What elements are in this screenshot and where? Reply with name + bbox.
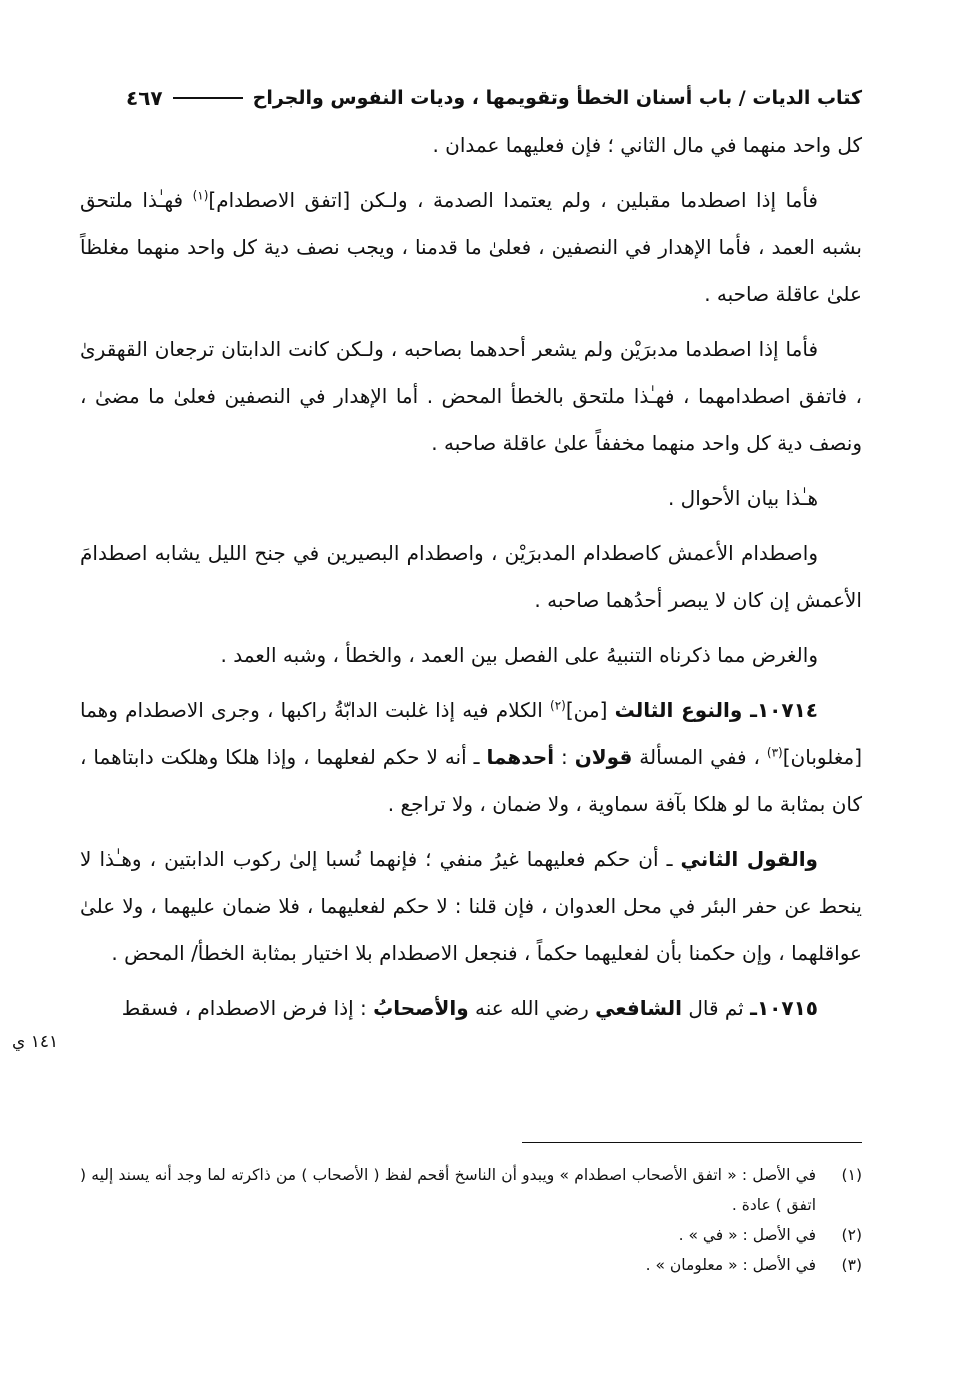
paragraph: [80, 326, 862, 467]
running-header: [80, 78, 862, 118]
paragraph-text: رضي الله عنه: [468, 996, 596, 1020]
paragraph-text: ثم قال: [681, 996, 751, 1020]
paragraph-text: فهـٰذا ملتحق بشبه العمد ، فأما الإهدار في النصفين ، فعلىٰ ما قدمنا ، ويجب نصف دية كل واحد منهما مغلظاً علىٰ عاقلة صاحبه .: [80, 188, 862, 306]
paragraph-text: كل واحد منهما في مال الثاني ؛ فإن فعليهما عمدان .: [432, 133, 862, 157]
paragraph: [80, 475, 862, 522]
paragraph-text: ، ففي المسألة: [632, 745, 767, 769]
paragraph: [80, 122, 862, 169]
bold-term: أحدهما: [486, 745, 555, 769]
paragraph-text: الكلام فيه إذا غلبت الدابّةُ راكبها ، وجرى الاصطدام وهما [مغلوبان]: [80, 698, 863, 769]
page-number: ٤٦٧: [126, 86, 163, 110]
section-number: ١٠٧١٥ـ: [750, 996, 818, 1020]
paragraph-text: ـ أن حكم فعليهما غيرُ منفي ؛ فإنهما نُسبا إلىٰ ركوب الدابتين ، وهـٰذا لا ينحط عن حفر البئر في محل العدوان ، فإن قلنا : لا حكم لفعليهما ، فلا ضمان عليهما ، ولا علىٰ عواقلهما ، وإن حكمنا بأن لفعليهما حكماً ، فنجعل الاصطدام بلا اختيار بمثابة الخطأ/ المحض .: [80, 847, 862, 965]
paragraph-text: فأما إذا اصطدما مقبلين ، ولم يعتمدا الصدمة ، ولـكن [اتفق الاصطدام]: [208, 188, 818, 212]
footnote-ref[interactable]: (١): [192, 188, 209, 203]
paragraph: [80, 836, 862, 977]
paragraph-text: [من]: [565, 698, 615, 722]
section-number: ١٠٧١٤ـ والنوع الثالث: [614, 698, 818, 722]
paragraph-text: واصطدام الأعمش كاصطدام المدبرَيْن ، واصطدام البصيرين في جنح الليل يشابه اصطدامَ الأعمش إن كان لا يبصر أحدُهما صاحبه .: [80, 541, 862, 612]
header-rule: [173, 97, 243, 99]
footnotes: [80, 1160, 862, 1280]
bold-term: قولان: [574, 745, 633, 769]
footnote-text: في الأصل : « في » .: [678, 1226, 816, 1244]
footnote-ref[interactable]: (٢): [550, 698, 566, 713]
footnote-ref[interactable]: (٣): [766, 745, 783, 760]
margin-note: ١٤١ ي: [12, 1032, 59, 1052]
main-text: [80, 122, 862, 1040]
footnote-number: (١): [841, 1166, 862, 1184]
paragraph: [80, 177, 862, 318]
footnote-text: في الأصل : « معلومان » .: [645, 1256, 816, 1274]
footnote: [80, 1160, 862, 1220]
bold-term: الشافعي: [595, 996, 682, 1020]
bold-term: والقول الثاني: [680, 847, 818, 871]
footnote-separator: [522, 1142, 862, 1143]
footnote-text: في الأصل : « اتفق الأصحاب اصطدام » ويبدو أن الناسخ أقحم لفظ ( الأصحاب ) من ذاكرته لما وجد أنه يسند إليه ( اتفق ) عادة .: [80, 1166, 816, 1214]
footnote-number: (٢): [841, 1226, 862, 1244]
paragraph-text: :: [554, 745, 575, 769]
paragraph-text: فأما إذا اصطدما مدبرَيْن ولم يشعر أحدهما بصاحبه ، ولـكن كانت الدابتان ترجعان القهقرىٰ ، فاتفق اصطدامهما ، فهـٰذا ملتحق بالخطأ المحض . أما الإهدار في النصفين فعلىٰ ما مضىٰ ، ونصف دية كل واحد منهما مخففاً علىٰ عاقلة صاحبه .: [80, 337, 862, 455]
footnote-number: (٣): [841, 1256, 862, 1274]
paragraph-text: والغرض مما ذكرناه التنبيهُ على الفصل بين العمد ، والخطأ ، وشبه العمد .: [220, 643, 818, 667]
paragraph: [80, 530, 862, 624]
paragraph: [80, 632, 862, 679]
paragraph-text: هـٰذا بيان الأحوال .: [667, 486, 818, 510]
bold-term: والأصحابُ: [373, 996, 469, 1020]
footnote: [80, 1250, 862, 1280]
paragraph: [80, 985, 862, 1032]
paragraph: [80, 687, 862, 828]
footnote: [80, 1220, 862, 1250]
paragraph-text: : إذا فرض الاصطدام ، فسقط: [121, 996, 374, 1020]
header-title: كتاب الديات / باب أسنان الخطأ وتقويمها ، وديات النفوس والجراح: [252, 87, 862, 109]
paragraph-text: ـ أنه لا حكم لفعلهما ، وإذا هلكا وهلكت دابتاهما ، كان بمثابة ما لو هلكا بآفة سماوية ، ولا ضمان ، ولا تراجع .: [80, 745, 862, 816]
